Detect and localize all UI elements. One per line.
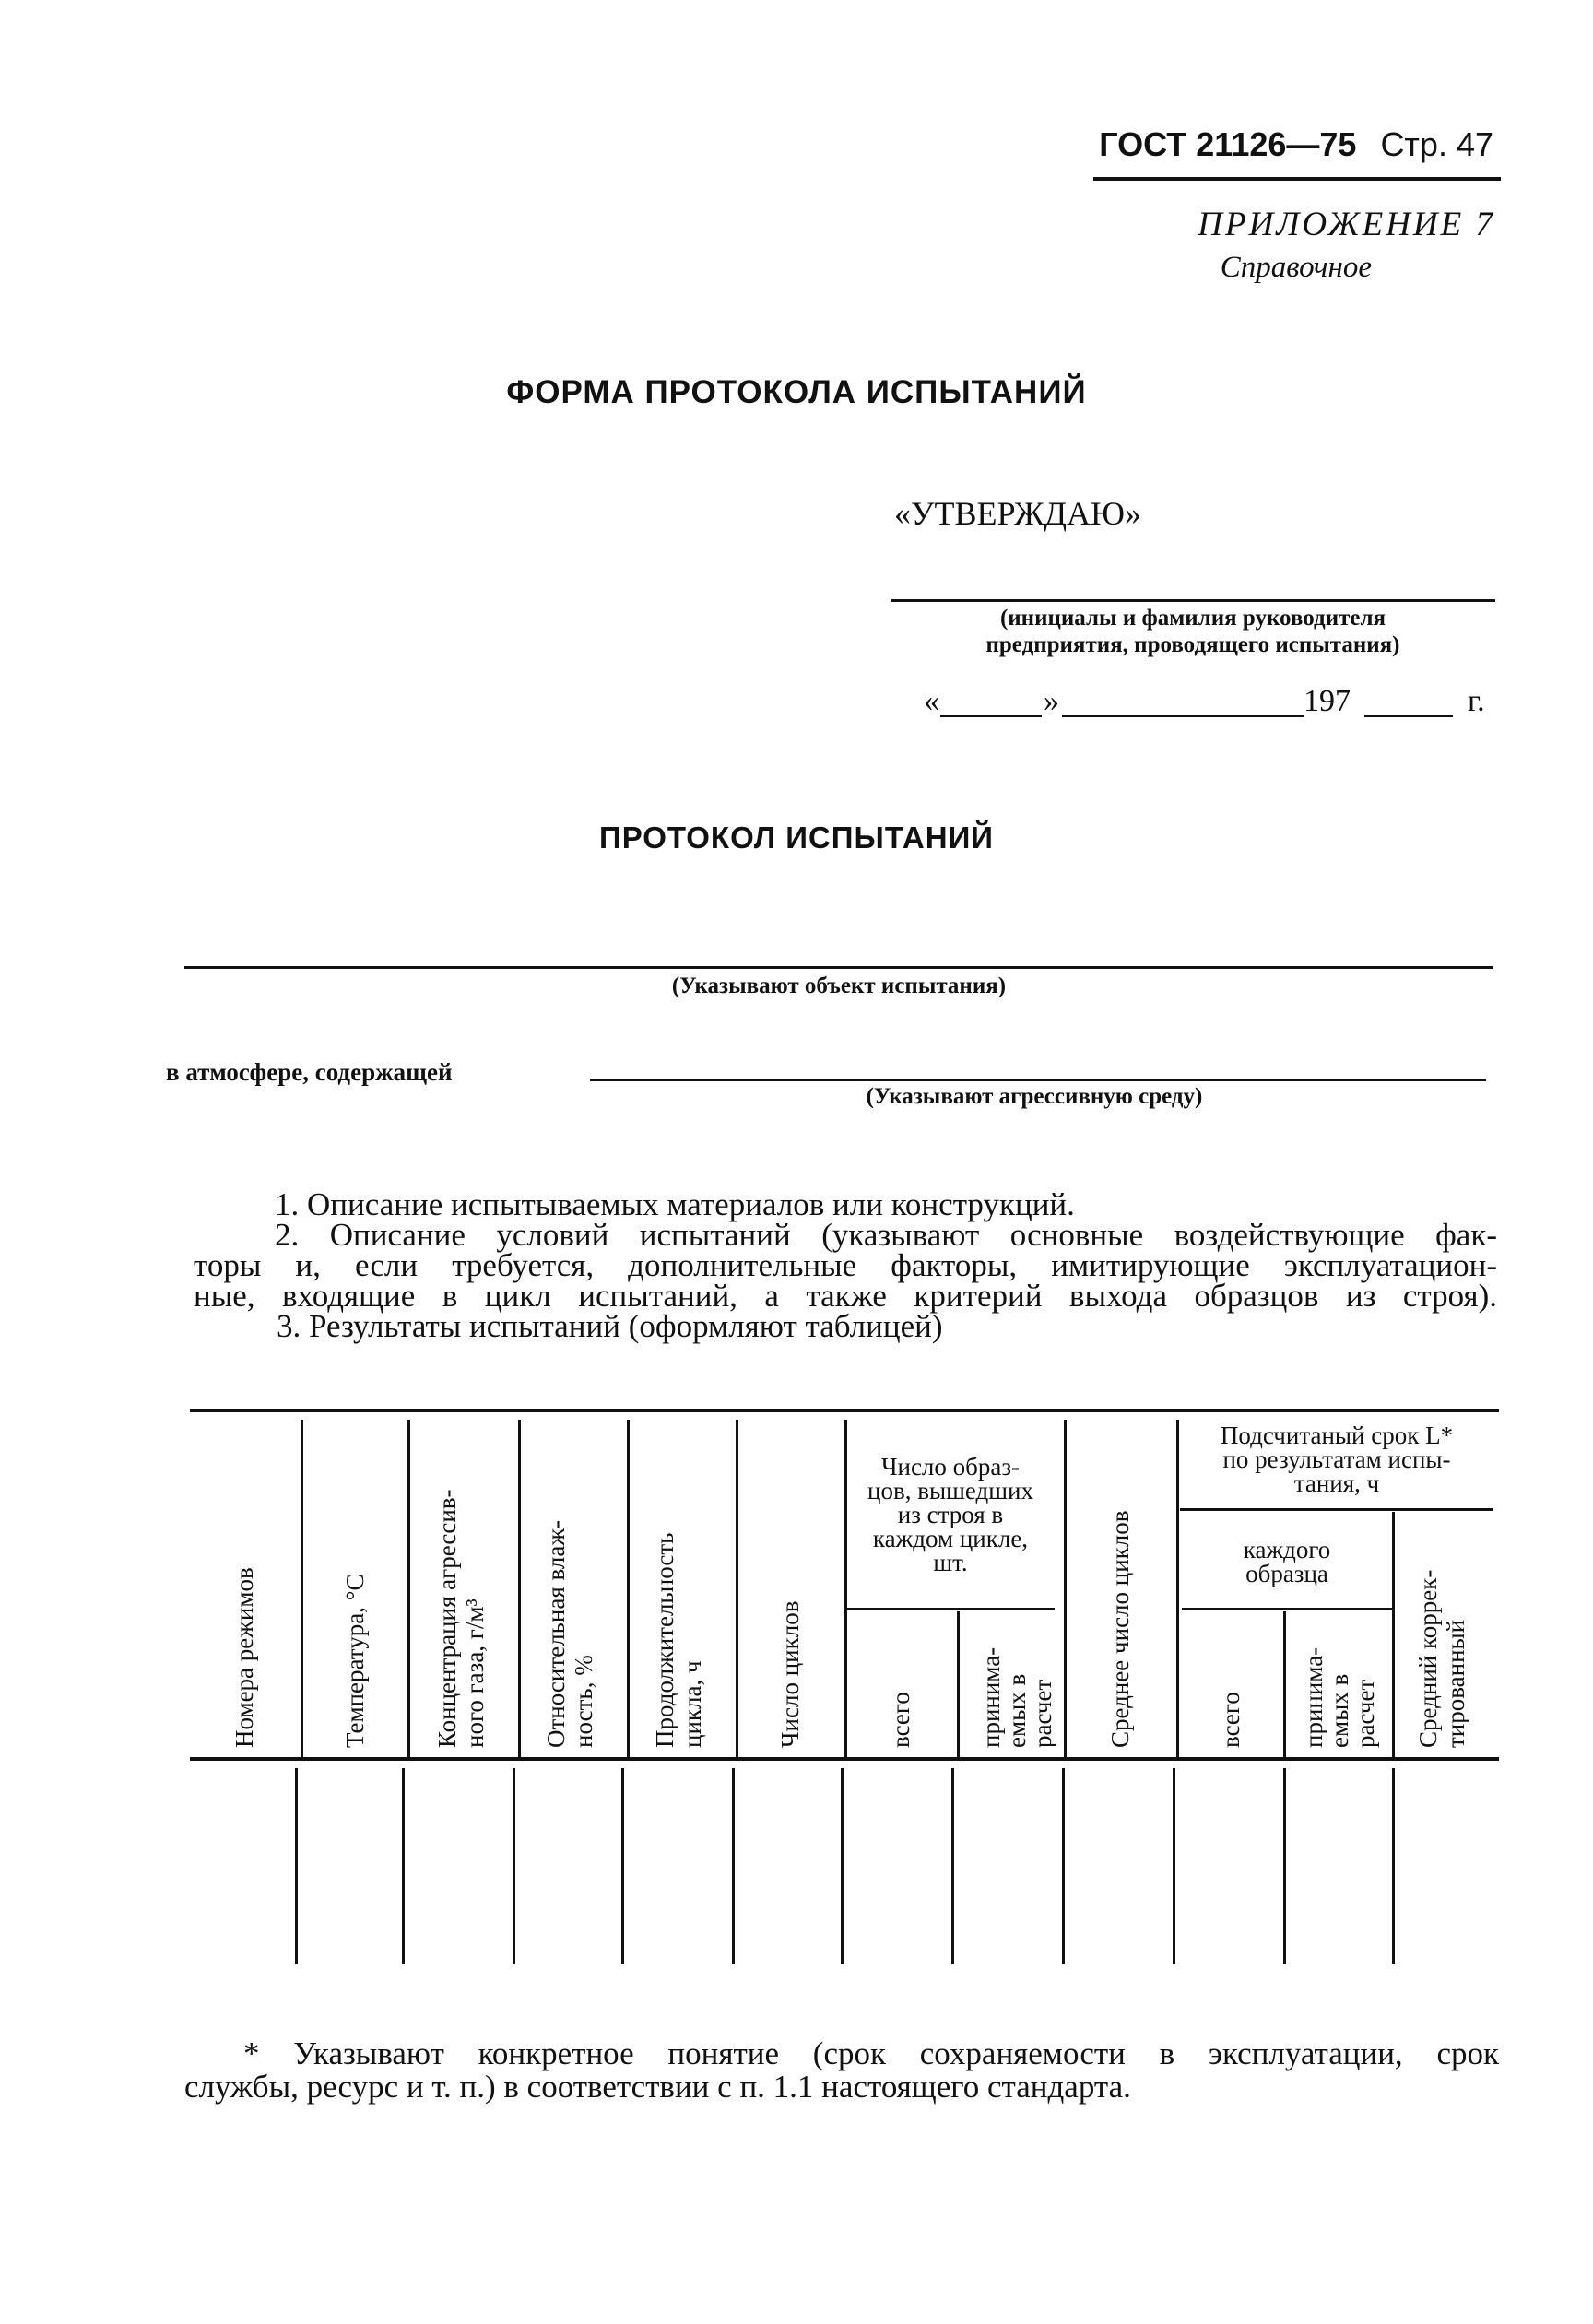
col-line-7 — [957, 1611, 960, 1757]
signature-caption-line-2: предприятия, проводящего испытания) — [985, 632, 1400, 657]
each-sample-line-2: образца — [1245, 1560, 1328, 1587]
item-2-line-3: ные, входящие в цикл испытаний, а также критерий выхода образцов из строя). — [194, 1278, 1497, 1314]
table-header-rule — [190, 1757, 1499, 1761]
col-line-4 — [627, 1420, 630, 1757]
each-sample-line-1: каждого — [1243, 1536, 1331, 1563]
signature-caption — [891, 605, 1495, 658]
annex-title: ПРИЛОЖЕНИЕ 7 — [1198, 206, 1495, 243]
table-top-rule — [190, 1409, 1499, 1412]
col-dur-header-2: цикла, ч — [678, 1660, 706, 1748]
col-line-10 — [1283, 1611, 1286, 1757]
atmosphere-label: в атмосфере, содержащей — [166, 1058, 453, 1086]
signature-caption-line-1: (инициалы и фамилия руководителя — [999, 606, 1386, 631]
col-line-6 — [844, 1420, 847, 1757]
year-blank — [1364, 715, 1453, 717]
row-line-6 — [841, 1768, 844, 1964]
year-suffix: г. — [1468, 684, 1485, 718]
date-line — [924, 684, 1504, 721]
object-line — [184, 966, 1493, 969]
failed-group-header — [846, 1455, 1055, 1575]
life-accepted-header-3: расчет — [1351, 1679, 1379, 1748]
col-avg-cycles-header: Среднее число циклов — [1106, 1510, 1134, 1748]
failed-group-line-2: цов, вышедших — [867, 1477, 1033, 1504]
footnote-line-1: * Указывают конкретное понятие (срок сохраняемости в эксплуатации, срок — [243, 2035, 1499, 2071]
month-blank — [1062, 715, 1304, 717]
col-line-5 — [736, 1420, 738, 1757]
col-line-9 — [1176, 1420, 1179, 1757]
col-line-3 — [518, 1420, 521, 1757]
page-header — [1088, 125, 1493, 173]
life-group-line-1: Подсчитаный срок L* — [1220, 1422, 1454, 1449]
item-2-line-1: 2. Описание условий испытаний (указывают основные воздействующие фак- — [275, 1217, 1497, 1253]
each-sample-rule — [1182, 1608, 1392, 1610]
failed-group-line-5: шт. — [933, 1549, 968, 1576]
failed-accepted-header-1: принима- — [977, 1646, 1005, 1748]
row-line-2 — [402, 1768, 405, 1964]
col-cycles-header: Число циклов — [776, 1600, 804, 1748]
failed-group-line-4: каждом цикле, — [872, 1525, 1029, 1552]
page-number: Стр. 47 — [1380, 125, 1493, 163]
col-mode-header: Номера режимов — [230, 1567, 258, 1748]
row-line-11 — [1392, 1768, 1395, 1964]
failed-group-line-1: Число образ- — [880, 1453, 1021, 1481]
failed-group-rule — [846, 1608, 1055, 1610]
life-group-rule — [1180, 1508, 1493, 1511]
failed-total-header: всего — [887, 1692, 914, 1748]
row-line-7 — [951, 1768, 954, 1964]
col-avg-corr-header-2: тированный — [1442, 1619, 1469, 1748]
form-title: ФОРМА ПРОТОКОЛА ИСПЫТАНИЙ — [506, 374, 1087, 410]
life-total-header: всего — [1217, 1692, 1245, 1748]
header-rule — [1093, 177, 1501, 181]
row-line-1 — [295, 1768, 298, 1964]
row-line-9 — [1173, 1768, 1175, 1964]
col-line-11 — [1392, 1512, 1395, 1757]
col-hum-header-2: ность, % — [570, 1655, 597, 1748]
item-1: 1. Описание испытываемых материалов или конструкций. — [275, 1186, 1075, 1222]
life-group-line-3: тания, ч — [1293, 1469, 1380, 1497]
col-dur-header-1: Продолжительность — [651, 1532, 678, 1748]
day-blank — [940, 715, 1042, 717]
col-line-2 — [407, 1420, 410, 1757]
item-2-line-2: торы и, если требуется, дополнительные факторы, имитирующие эксплуатацион- — [194, 1247, 1497, 1283]
failed-accepted-header-3: расчет — [1029, 1679, 1056, 1748]
date-open-quote: « — [924, 684, 939, 718]
footnote-line-2: службы, ресурс и т. п.) в соответствии с п. 1.1 настоящего стандарта. — [184, 2069, 1131, 2105]
life-accepted-header-2: емых в — [1326, 1673, 1353, 1748]
approve-label: «УТВЕРЖДАЮ» — [894, 495, 1142, 532]
row-line-3 — [513, 1768, 515, 1964]
date-close-quote: » — [1044, 684, 1059, 718]
row-line-4 — [621, 1768, 624, 1964]
footnote — [184, 2037, 1499, 2104]
object-caption: (Указывают объект испытания) — [671, 973, 1007, 998]
col-hum-header-1: Относительная влаж- — [542, 1519, 570, 1748]
life-accepted-header-1: принима- — [1300, 1646, 1328, 1748]
atmosphere-caption: (Указывают агрессивную среду) — [866, 1084, 1203, 1109]
annex-subtitle: Справочное — [1220, 251, 1372, 284]
failed-accepted-header-2: емых в — [1003, 1673, 1031, 1748]
life-group-line-2: по результатам испы- — [1222, 1445, 1451, 1473]
protocol-title: ПРОТОКОЛ ИСПЫТАНИЙ — [598, 820, 995, 855]
life-group-header — [1180, 1423, 1493, 1495]
standard-number: ГОСТ 21126—75 — [1099, 125, 1357, 163]
failed-group-line-3: из строя в — [897, 1501, 1004, 1528]
row-line-10 — [1283, 1768, 1286, 1964]
item-3: 3. Результаты испытаний (оформляют таблицей) — [277, 1308, 943, 1344]
row-line-8 — [1062, 1768, 1065, 1964]
col-line-1 — [301, 1420, 303, 1757]
col-conc-header-2: ного газа, г/м³ — [461, 1598, 489, 1748]
col-avg-corr-header-1: Средний коррек- — [1414, 1569, 1442, 1748]
signature-line — [891, 599, 1495, 602]
col-conc-header-1: Концентрация агрессив- — [433, 1489, 461, 1748]
row-line-5 — [732, 1768, 735, 1964]
col-temp-header: Температура, °С — [341, 1574, 369, 1748]
year-prefix: 197 — [1304, 684, 1351, 718]
each-sample-header — [1182, 1538, 1392, 1586]
protocol-items — [194, 1186, 1497, 1344]
col-line-8 — [1064, 1420, 1067, 1757]
atmosphere-line — [590, 1079, 1486, 1081]
